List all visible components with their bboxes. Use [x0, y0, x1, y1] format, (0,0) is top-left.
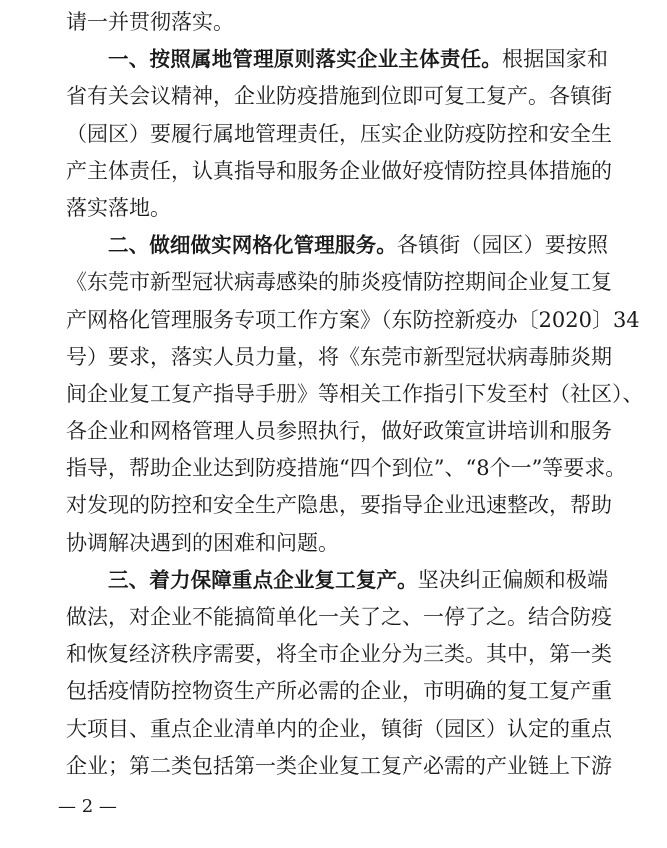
- text-line: [66, 525, 608, 562]
- text-line: [66, 673, 612, 710]
- body-text: 落实落地。: [66, 195, 171, 220]
- body-text: 产网格化管理服务专项工作方案》（东防控新疫办〔2020〕34: [66, 307, 640, 332]
- body-text: 对发现的防控和安全生产隐患，要指导企业迅速整改，帮助: [66, 493, 612, 518]
- text-line: [66, 748, 612, 785]
- body-text: 号）要求，落实人员力量，将《东莞市新型冠状病毒肺炎期: [66, 344, 612, 369]
- body-text: 坚决纠正偏颇和极端: [417, 567, 609, 592]
- body-text: 各镇街（园区）要按照: [396, 233, 609, 258]
- body-text: 各企业和网格管理人员参照执行，做好政策宣讲培训和服务: [66, 419, 612, 444]
- body-text: 包括疫情防控物资生产所必需的企业，市明确的复工复产重: [66, 679, 612, 704]
- body-text: 大项目、重点企业清单内的企业，镇街（园区）认定的重点: [66, 716, 612, 741]
- text-line: [66, 302, 640, 339]
- text-line: [66, 190, 608, 227]
- body-text: 做法，对企业不能搞简单化一关了之、一停了之。结合防疫: [66, 605, 612, 629]
- body-text: 根据国家和: [502, 47, 609, 72]
- text-line: [66, 636, 612, 673]
- text-line: [66, 153, 612, 190]
- text-line: [66, 78, 612, 115]
- body-text: （园区）要履行属地管理责任，压实企业防疫防控和安全生: [66, 121, 612, 146]
- body-text: 指导，帮助企业达到防疫措施“四个到位”、“8个一”等要求。: [66, 456, 627, 481]
- text-line: [66, 227, 608, 264]
- body-text: 产主体责任，认真指导和服务企业做好疫情防控具体措施的: [66, 158, 612, 183]
- text-line: [66, 376, 644, 413]
- body-text: 协调解决遇到的困难和问题。: [66, 530, 339, 555]
- text-line: [66, 562, 608, 599]
- body-text: 《东莞市新型冠状病毒感染的肺炎疫情防控期间企业复工复: [66, 270, 612, 295]
- text-line: [66, 339, 612, 376]
- document-body: [66, 4, 644, 785]
- text-line: [66, 413, 612, 450]
- page-number: — 2 —: [58, 796, 117, 817]
- text-line: [66, 116, 612, 153]
- body-text: 和恢复经济秩序需要，将全市企业分为三类。其中，第一类: [66, 642, 612, 667]
- body-text: 请一并贯彻落实。: [66, 10, 234, 34]
- text-line: [66, 41, 608, 78]
- body-text: 间企业复工复产指导手册》等相关工作指引下发至村（社区）、: [66, 381, 644, 406]
- text-line: [66, 4, 608, 41]
- body-text: 企业；第二类包括第一类企业复工复产必需的产业链上下游: [66, 753, 612, 778]
- text-line: [66, 711, 612, 748]
- text-line: [66, 450, 627, 487]
- section-heading: 二、做细做实网格化管理服务。: [108, 233, 397, 258]
- text-line: [66, 487, 612, 524]
- text-line: [66, 599, 612, 636]
- text-line: [66, 264, 612, 301]
- body-text: 省有关会议精神，企业防疫措施到位即可复工复产。各镇街: [66, 84, 612, 109]
- section-heading: 一、按照属地管理原则落实企业主体责任。: [108, 47, 503, 72]
- section-heading: 三、着力保障重点企业复工复产。: [108, 567, 418, 592]
